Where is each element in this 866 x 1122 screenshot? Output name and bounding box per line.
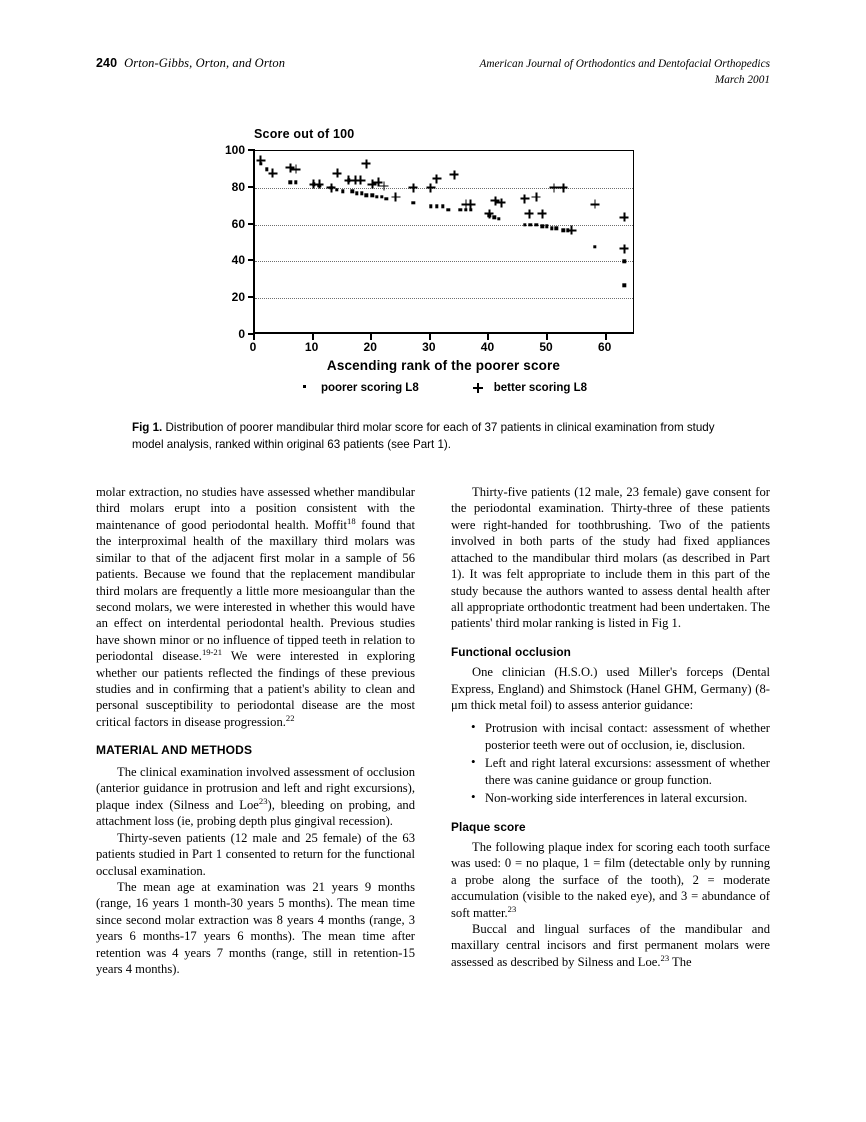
x-axis-tick-mark (312, 334, 314, 340)
para-text: The following plaque index for scoring each tooth surface was used: 0 = no plaque, 1 = film (detectable only by running a probe along the surface of the tooth), 2 = moderate accumulation (visible to the naked eye), and 3 = abundance of soft matter. (451, 839, 770, 920)
x-axis-tick-mark (370, 334, 372, 340)
x-axis-tick-label: 50 (539, 340, 553, 354)
data-point-better (497, 198, 506, 207)
footnote-ref: 23 (507, 903, 517, 914)
x-axis-title: Ascending rank of the poorer score (326, 358, 561, 373)
data-point-better (432, 174, 441, 183)
figure-caption (96, 420, 770, 454)
legend-item-better (473, 382, 587, 394)
subsection-heading-functional-occlusion: Functional occlusion (451, 644, 571, 659)
data-point-better (567, 226, 576, 235)
data-point-poorer (523, 223, 526, 226)
paragraph: One clinician (H.S.O.) used Miller's forceps (Dental Express, England) and Shimstock (Hanel GHM, Germany) (8-μm thick metal foil) to assess anterior guidance: (451, 665, 770, 713)
data-point-better (409, 183, 418, 192)
data-point-better (292, 165, 301, 174)
issue-date: March 2001 (714, 74, 770, 87)
x-axis-tick-label: 20 (363, 340, 377, 354)
y-axis-tick-mark (248, 296, 255, 298)
para-text: molar extraction, no studies have assessed whether mandibular third molars erupt into a position consistent with the maintenance of good periodontal health. Moffit (96, 485, 415, 532)
x-axis-tick-label: 10 (304, 340, 319, 354)
paragraph (451, 921, 770, 970)
legend-label-poorer: poorer scoring L8 (320, 382, 419, 394)
para-text: Buccal and lingual surfaces of the mandibular and maxillary central incisors and first permanent molars were assessed as described by Silness and Loe. (451, 922, 770, 969)
data-point-better (620, 213, 629, 222)
data-point-better (327, 183, 336, 192)
data-point-poorer (562, 228, 565, 231)
data-point-poorer (545, 225, 548, 228)
bullet-item: • Non-working side interferences in lateral excursion. (471, 790, 770, 806)
legend-label-better: better scoring L8 (493, 382, 588, 394)
section-heading-material-and-methods: MATERIAL AND METHODS (96, 743, 253, 758)
chart-legend (253, 382, 634, 394)
figure-number: Fig 1. (132, 421, 163, 434)
paragraph: Thirty-seven patients (12 male and 25 female) of the 63 patients studied in Part 1 consented to return for the functional occlusal examination. (96, 830, 415, 878)
paragraph: The mean age at examination was 21 years 9 months (range, 16 years 1 month-30 years 5 months). The mean time since second molar extraction was 8 years 4 months (range, 3 years 6 months-17 years 6 months). The mean time after retention was 4 years 7 months (range, still in retention-15 years 4 months). (96, 879, 415, 977)
data-point-poorer (360, 192, 363, 195)
paragraph: Thirty-five patients (12 male, 23 female) gave consent for the periodontal examination. Thirty-three of these patients were right-handed for toothbrushing. Two of the patients involved in both parts of the study had fixed appliances attached to the mandibular third molars (as described in Part 1). It was felt appropriate to include them in this part of the study because the authors wanted to assess dental health after all appropriate orthodontic treatment had been undertaken. The patients' third molar ranking is listed in Fig 1. (451, 485, 770, 631)
bullet-list (451, 720, 770, 806)
plot-inner (255, 151, 633, 332)
subsection-heading-plaque-score: Plaque score (451, 819, 526, 834)
gridline (255, 261, 633, 262)
data-point-better (559, 183, 568, 192)
data-point-poorer (623, 284, 626, 287)
running-head-right (479, 56, 770, 88)
data-point-better (426, 183, 435, 192)
dot-marker-icon (300, 383, 310, 393)
footnote-ref: 23 (258, 795, 268, 806)
data-point-poorer (529, 223, 532, 226)
journal-name: American Journal of Orthodontics and Dentofacial Orthopedics (479, 58, 770, 70)
y-axis-tick-mark (248, 149, 255, 151)
data-point-poorer (341, 190, 344, 193)
data-point-poorer (294, 181, 297, 184)
y-axis-tick-label: 20 (231, 290, 245, 305)
paragraph (96, 764, 415, 830)
bullet-item: • Protrusion with incisal contact: assessment of whether posterior teeth were out of occlusion, ie, disclusion. (471, 720, 770, 753)
data-point-poorer (375, 195, 378, 198)
data-point-poorer (380, 195, 383, 198)
y-axis-tick-label: 80 (231, 179, 245, 194)
data-point-better (268, 169, 277, 178)
y-axis-tick-label: 100 (224, 143, 245, 157)
data-point-poorer (371, 193, 374, 196)
data-point-better (391, 193, 400, 202)
para-text: The (669, 954, 692, 969)
gridline (255, 298, 633, 299)
para-text: The clinical examination involved assessment of occlusion (anterior guidance in protrusion and left and right excursions), plaque index (Silness and Loe (96, 764, 415, 812)
x-axis-tick-mark (487, 334, 489, 340)
data-point-poorer (497, 217, 500, 220)
x-axis-tick-mark (429, 334, 431, 340)
data-point-better (525, 209, 534, 218)
para-text: found that the interproximal health of the maxillary third molars was similar to that of the adjacent first molar in a sample of 56 patients. Because we found that the replacement mandibular third molars are frequently a little more mesioangular than the second molars, we were interested in whether this would have an effect on interdental periodontal health. Previous studies have shown minor or no influence of tipped teeth in relation to periodontal disease. (96, 517, 415, 664)
plot-area (253, 150, 634, 334)
data-point-poorer (365, 193, 368, 196)
bullet-item: • Left and right lateral excursions: assessment of whether there was canine guidance or group function. (471, 755, 770, 788)
data-point-poorer (441, 204, 444, 207)
x-axis-tick-label: 30 (422, 340, 436, 354)
data-point-better (590, 200, 599, 209)
data-point-poorer (412, 201, 415, 204)
x-axis-tick-label: 0 (249, 340, 257, 354)
data-point-poorer (435, 204, 438, 207)
x-axis-tick-mark (253, 334, 255, 340)
data-point-poorer (429, 204, 432, 207)
x-axis-tick-label: 40 (480, 340, 495, 354)
data-point-poorer (351, 190, 354, 193)
y-axis-tick-mark (248, 259, 255, 261)
data-point-better (466, 200, 475, 209)
plus-marker-icon (473, 383, 483, 393)
scatter-chart (96, 120, 770, 410)
data-point-poorer (550, 227, 553, 230)
body-columns (96, 484, 770, 1034)
figure-1 (96, 120, 770, 454)
data-point-better (549, 183, 558, 192)
x-axis-tick-label: 60 (598, 340, 612, 354)
y-axis-tick-label: 0 (238, 327, 245, 341)
data-point-better (532, 193, 541, 202)
y-axis-tick-label: 40 (231, 253, 245, 268)
left-column (96, 484, 415, 1034)
running-head-left (96, 56, 285, 71)
data-point-better (450, 170, 459, 179)
y-axis-tick-label: 60 (231, 216, 245, 231)
x-axis-tick-mark (605, 334, 607, 340)
footnote-ref: 18 (347, 515, 356, 526)
para-text: ), bleeding on probing, and attachment loss (ie, probing depth plus gingival recession). (96, 797, 416, 829)
data-point-better (362, 159, 371, 168)
footnote-ref: 23 (660, 952, 670, 963)
paragraph (451, 839, 770, 921)
legend-item-poorer (300, 382, 419, 394)
data-point-better (620, 244, 629, 253)
data-point-poorer (355, 192, 358, 195)
footnote-ref: 22 (285, 712, 295, 723)
x-axis-tick-mark (546, 334, 548, 340)
page-number: 240 (96, 56, 118, 70)
running-head-authors: Orton-Gibbs, Orton, and Orton (124, 56, 286, 70)
gridline (255, 225, 633, 226)
data-point-better (520, 194, 529, 203)
paragraph-continuation (96, 484, 415, 730)
running-head (96, 56, 770, 88)
footnote-ref: 19-21 (201, 647, 222, 658)
y-axis-tick-mark (248, 223, 255, 225)
data-point-poorer (535, 223, 538, 226)
chart-title: Score out of 100 (254, 127, 355, 141)
data-point-better (379, 181, 388, 190)
data-point-poorer (593, 245, 596, 248)
data-point-better (256, 156, 265, 165)
data-point-better (538, 209, 547, 218)
data-point-poorer (447, 208, 450, 211)
data-point-poorer (335, 188, 338, 191)
right-column (451, 484, 770, 1034)
data-point-better (485, 209, 494, 218)
data-point-better (356, 176, 365, 185)
para-text: We were interested in exploring whether our patients reflected the findings of these previous studies and in confirming that a patient's ability to clean and personal susceptibility to periodontal disease are the most critical factors in disease progression. (96, 649, 415, 729)
data-point-poorer (555, 227, 558, 230)
data-point-poorer (541, 225, 544, 228)
figure-caption-text: Distribution of poorer mandibular third molar score for each of 37 patients in clinical examination from study model analysis, ranked within original 63 patients (see Part 1). (132, 421, 715, 451)
data-point-better (333, 169, 342, 178)
y-axis-tick-mark (248, 186, 255, 188)
data-point-poorer (623, 260, 626, 263)
data-point-poorer (385, 197, 388, 200)
data-point-poorer (288, 181, 291, 184)
data-point-better (315, 180, 324, 189)
